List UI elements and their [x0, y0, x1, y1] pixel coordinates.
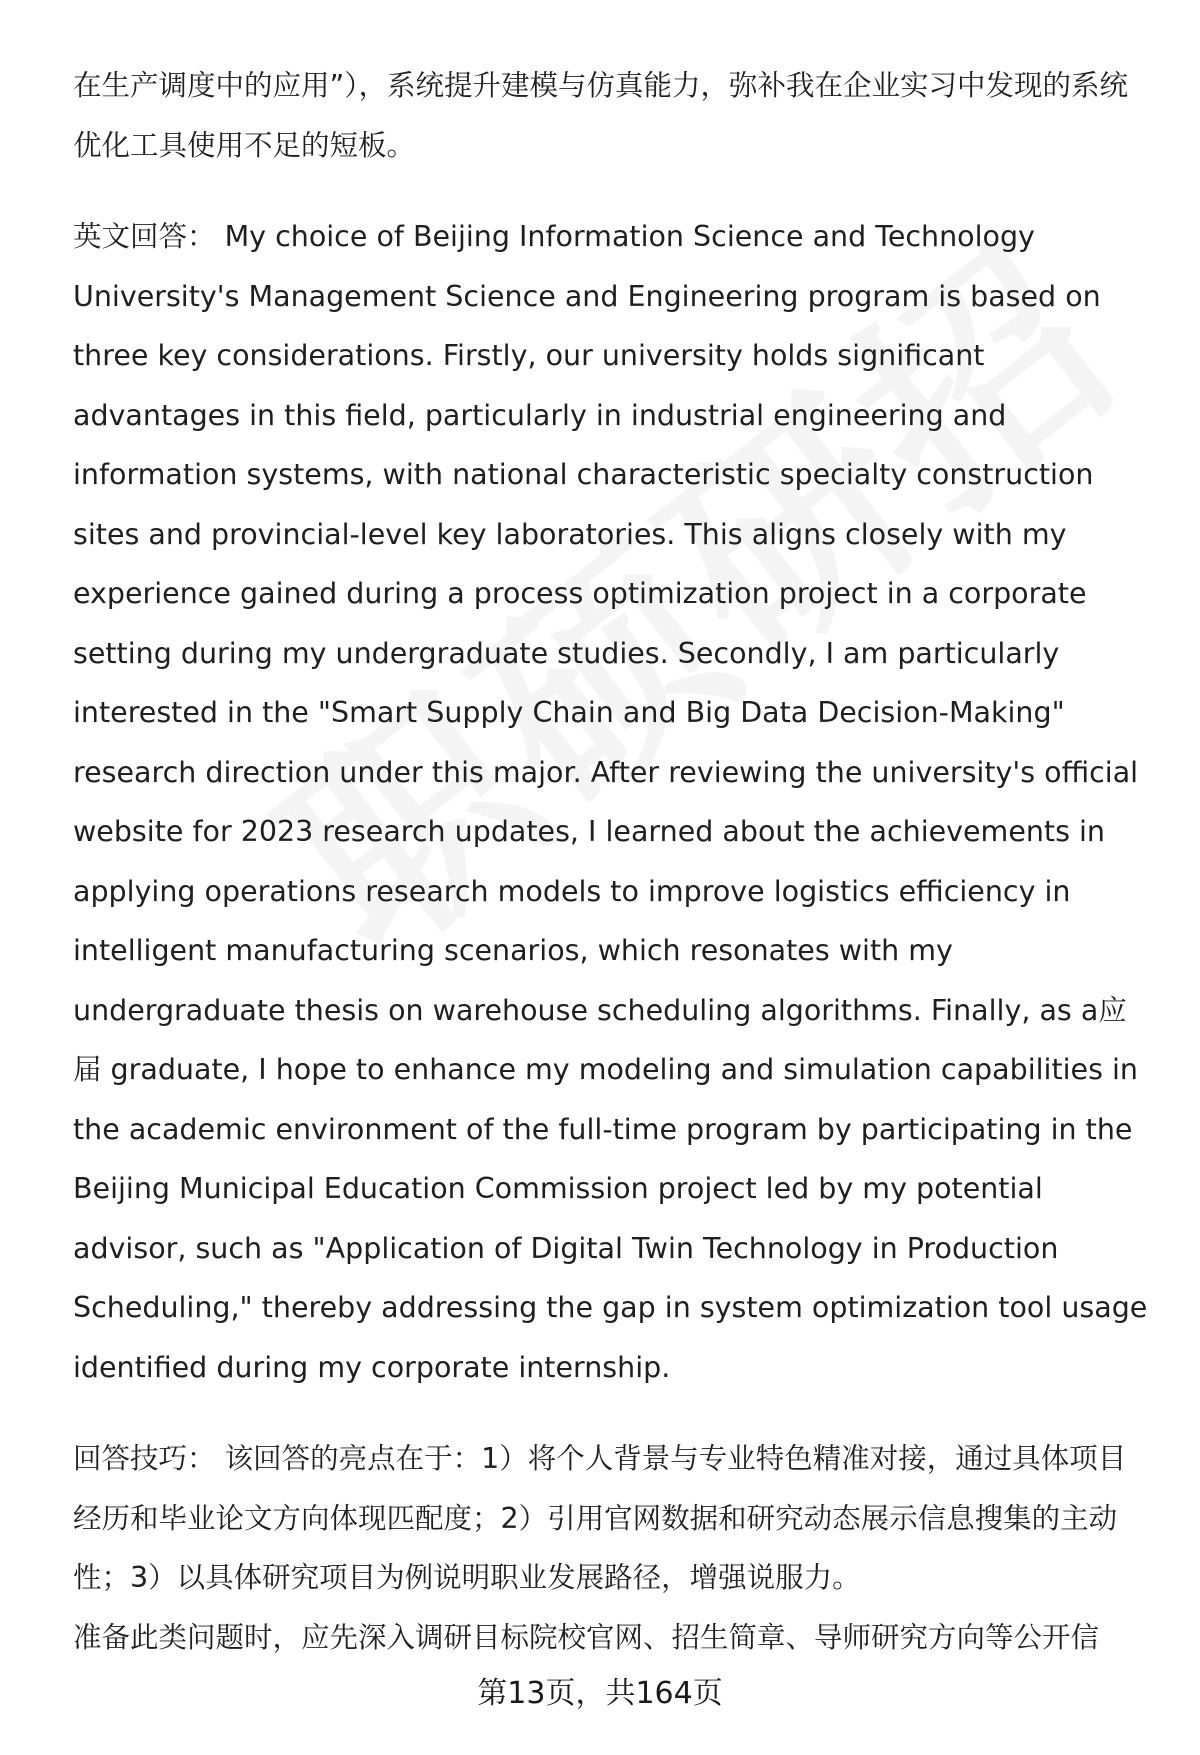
document-body	[73, 56, 1157, 1667]
english-answer-paragraph	[73, 207, 1157, 1397]
answer-tips-paragraph	[73, 1429, 1153, 1608]
intro-paragraph: 在生产调度中的应用”），系统提升建模与仿真能力，弥补我在企业实习中发现的系统优化工具使用不足的短板。	[73, 69, 1129, 162]
answer-tips-label: 回答技巧：	[73, 1442, 216, 1475]
page-footer: 第13页，共164页	[477, 1676, 723, 1711]
spacer	[73, 175, 1153, 207]
prep-paragraph: 准备此类问题时，应先深入调研目标院校官网、招生简章、导师研究方向等公开信	[73, 1620, 1100, 1654]
english-answer-text: My choice of Beijing Information Science and Technology University's Management Science and Engineering program is based on three key considerations. Firstly, our university holds significant advantages in this field, particularly in industrial engineering and information systems, with national characteristic specialty construction sites and provincial-level key laboratories. This aligns closely with my experience gained during a process optimization project in a corporate setting during my undergraduate studies. Secondly, I am particularly interested in the "Smart Supply Chain and Big Data Decision-Making" research direction under this major. After reviewing the university's official website for 2023 research updates, I learned about the achievements in applying operations research models to improve logistics efficiency in intelligent manufacturing scenarios, which resonates with my undergraduate thesis on warehouse scheduling algorithms. Finally, as a应届 graduate, I hope to enhance my modeling and simulation capabilities in the academic environment of the full-time program by participating in the Beijing Municipal Education Commission project led by my potential advisor, such as "Application of Digital Twin Technology in Production Scheduling," thereby addressing the gap in system optimization tool usage identified during my corporate internship.	[73, 220, 1157, 1384]
answer-tips-text: 该回答的亮点在于：1）将个人背景与专业特色精准对接，通过具体项目经历和毕业论文方向体现匹配度；2）引用官网数据和研究动态展示信息搜集的主动性；3）以具体研究项目为例说明职业发展路径，增强说服力。	[73, 1442, 1127, 1594]
spacer	[73, 1397, 1153, 1429]
english-answer-label: 英文回答：	[73, 220, 216, 253]
